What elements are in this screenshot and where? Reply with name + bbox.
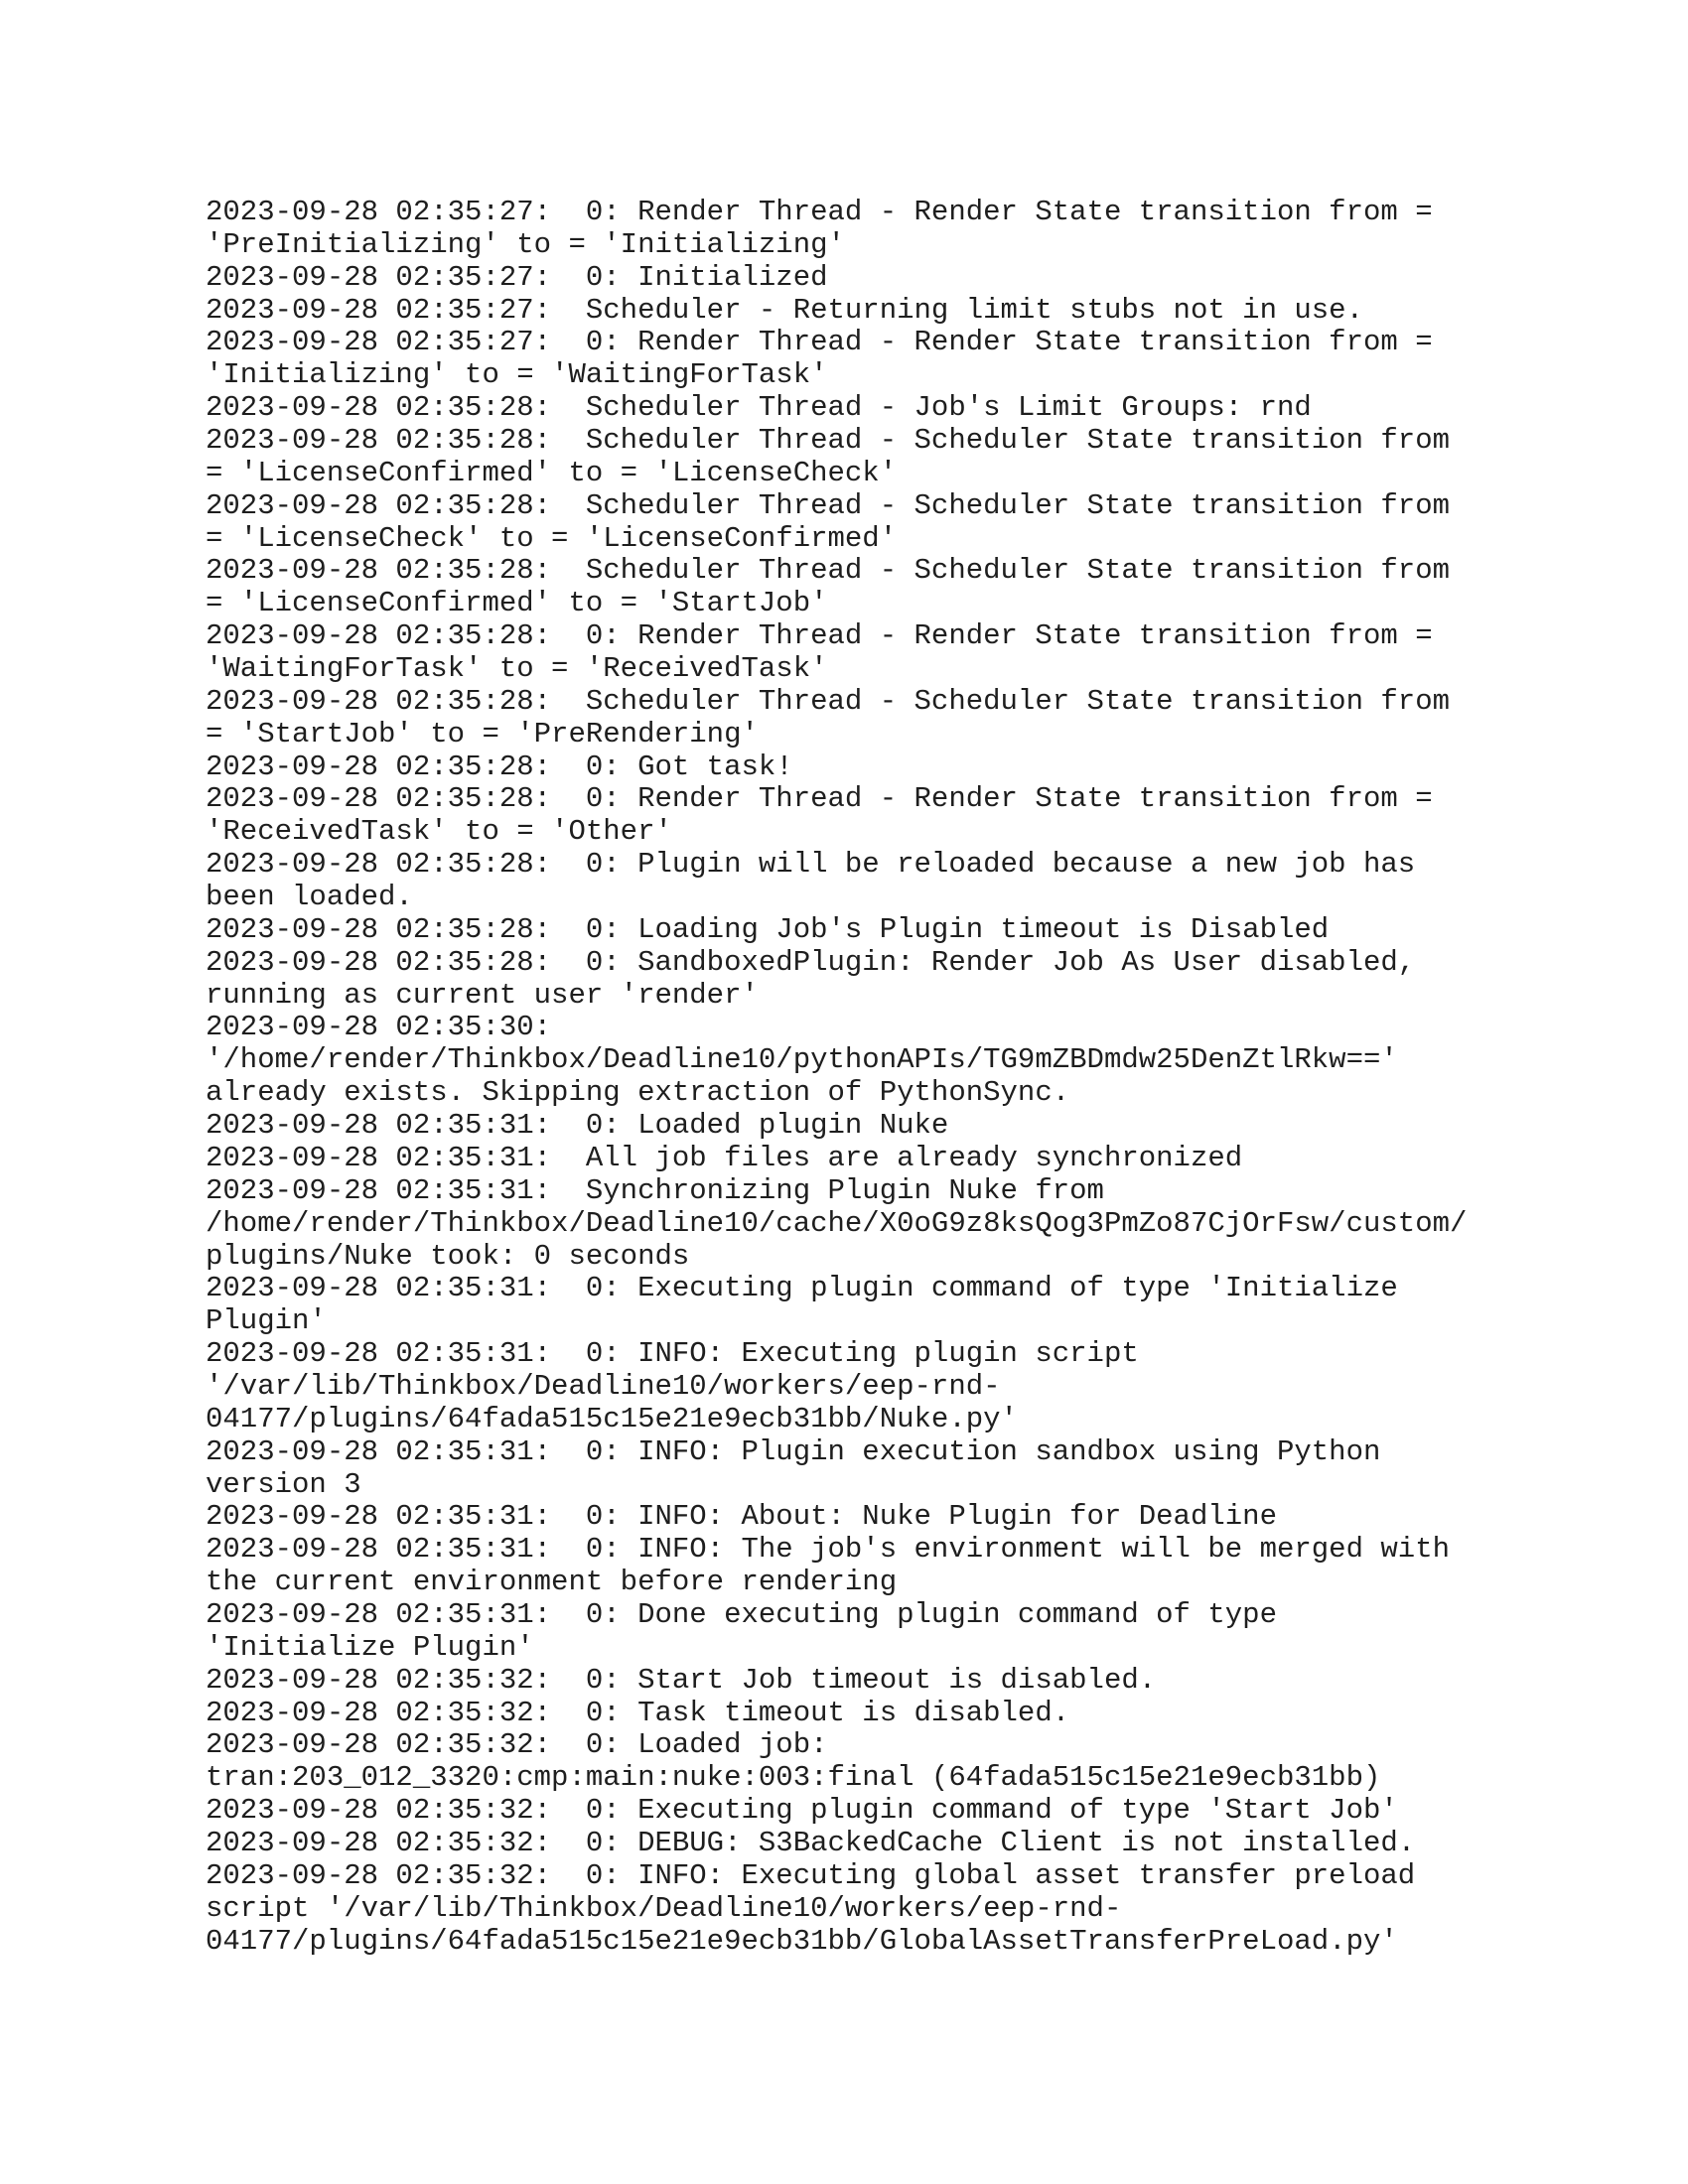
log-line: 2023-09-28 02:35:31: 0: Loaded plugin Nuke xyxy=(206,1109,949,1143)
log-line: /home/render/Thinkbox/Deadline10/cache/X0oG9z8ksQog3PmZo87CjOrFsw/custom/ xyxy=(206,1206,1468,1240)
log-line: version 3 xyxy=(206,1467,361,1501)
log-line: 2023-09-28 02:35:32: 0: DEBUG: S3BackedCache Client is not installed. xyxy=(206,1826,1416,1859)
log-line: 2023-09-28 02:35:28: Scheduler Thread - Scheduler State transition from xyxy=(206,488,1451,522)
log-text-block xyxy=(206,197,1496,1958)
log-line: 2023-09-28 02:35:32: 0: Loaded job: xyxy=(206,1728,828,1762)
log-line: already exists. Skipping extraction of PythonSync. xyxy=(206,1076,1070,1110)
log-line: = 'LicenseCheck' to = 'LicenseConfirmed' xyxy=(206,521,898,555)
log-line: 2023-09-28 02:35:31: 0: INFO: Plugin execution sandbox using Python xyxy=(206,1434,1381,1468)
log-line: 2023-09-28 02:35:31: 0: Done executing plugin command of type xyxy=(206,1597,1277,1631)
log-line: 2023-09-28 02:35:31: Synchronizing Plugin Nuke from xyxy=(206,1173,1104,1207)
log-line: 2023-09-28 02:35:28: Scheduler Thread - Scheduler State transition from xyxy=(206,554,1451,588)
log-line: 2023-09-28 02:35:28: Scheduler Thread - Scheduler State transition from xyxy=(206,684,1451,718)
log-line: tran:203_012_3320:cmp:main:nuke:003:final (64fada515c15e21e9ecb31bb) xyxy=(206,1761,1381,1795)
log-line: 2023-09-28 02:35:31: 0: INFO: Executing plugin script xyxy=(206,1337,1139,1371)
log-line: 2023-09-28 02:35:28: 0: Render Thread - Render State transition from = xyxy=(206,619,1433,653)
log-line: = 'LicenseConfirmed' to = 'StartJob' xyxy=(206,587,828,620)
log-line: 'ReceivedTask' to = 'Other' xyxy=(206,815,672,849)
log-line: 2023-09-28 02:35:31: All job files are already synchronized xyxy=(206,1141,1243,1174)
log-line: 2023-09-28 02:35:27: 0: Initialized xyxy=(206,260,828,294)
log-line: 'Initializing' to = 'WaitingForTask' xyxy=(206,358,828,392)
log-line: 2023-09-28 02:35:32: 0: Start Job timeout is disabled. xyxy=(206,1663,1157,1697)
log-line: 2023-09-28 02:35:31: 0: INFO: The job's environment will be merged with xyxy=(206,1533,1451,1567)
log-line: 04177/plugins/64fada515c15e21e9ecb31bb/Nuke.py' xyxy=(206,1402,1018,1435)
log-line: 2023-09-28 02:35:27: Scheduler - Returning limit stubs not in use. xyxy=(206,293,1363,327)
log-line: 2023-09-28 02:35:28: Scheduler Thread - Job's Limit Groups: rnd xyxy=(206,391,1312,425)
log-line: 2023-09-28 02:35:28: 0: Loading Job's Plugin timeout is Disabled xyxy=(206,912,1330,946)
log-line: '/var/lib/Thinkbox/Deadline10/workers/eep-rnd- xyxy=(206,1369,1001,1403)
log-line: 2023-09-28 02:35:32: 0: Executing plugin command of type 'Start Job' xyxy=(206,1794,1398,1828)
log-line: 2023-09-28 02:35:27: 0: Render Thread - Render State transition from = xyxy=(206,326,1433,359)
log-line: been loaded. xyxy=(206,881,413,914)
log-line: script '/var/lib/Thinkbox/Deadline10/workers/eep-rnd- xyxy=(206,1891,1122,1925)
log-line: 2023-09-28 02:35:27: 0: Render Thread - Render State transition from = xyxy=(206,196,1433,228)
log-line: 'Initialize Plugin' xyxy=(206,1630,534,1664)
log-line: 2023-09-28 02:35:32: 0: Task timeout is disabled. xyxy=(206,1696,1070,1729)
log-line: '/home/render/Thinkbox/Deadline10/pythonAPIs/TG9mZBDmdw25DenZtlRkw==' xyxy=(206,1043,1398,1077)
log-line: 2023-09-28 02:35:28: 0: Got task! xyxy=(206,750,793,783)
log-line: 2023-09-28 02:35:28: 0: Render Thread - Render State transition from = xyxy=(206,782,1433,816)
log-line: 2023-09-28 02:35:31: 0: Executing plugin command of type 'Initialize xyxy=(206,1272,1398,1305)
log-line: plugins/Nuke took: 0 seconds xyxy=(206,1239,690,1273)
log-line: 2023-09-28 02:35:28: Scheduler Thread - Scheduler State transition from xyxy=(206,424,1451,458)
log-line: 'WaitingForTask' to = 'ReceivedTask' xyxy=(206,652,828,686)
log-line: 2023-09-28 02:35:28: 0: Plugin will be reloaded because a new job has xyxy=(206,848,1416,882)
log-line: 'PreInitializing' to = 'Initializing' xyxy=(206,227,845,261)
log-line: 2023-09-28 02:35:31: 0: INFO: About: Nuke Plugin for Deadline xyxy=(206,1500,1277,1534)
log-line: 2023-09-28 02:35:28: 0: SandboxedPlugin: Render Job As User disabled, xyxy=(206,945,1416,979)
log-line: running as current user 'render' xyxy=(206,978,759,1012)
log-line: 2023-09-28 02:35:32: 0: INFO: Executing global asset transfer preload xyxy=(206,1858,1416,1892)
log-line: 2023-09-28 02:35:30: xyxy=(206,1011,552,1044)
log-line: the current environment before rendering xyxy=(206,1566,898,1599)
log-line: Plugin' xyxy=(206,1304,327,1338)
log-line: 04177/plugins/64fada515c15e21e9ecb31bb/GlobalAssetTransferPreLoad.py' xyxy=(206,1924,1398,1958)
log-line: = 'LicenseConfirmed' to = 'LicenseCheck' xyxy=(206,456,898,489)
log-line: = 'StartJob' to = 'PreRendering' xyxy=(206,717,759,751)
